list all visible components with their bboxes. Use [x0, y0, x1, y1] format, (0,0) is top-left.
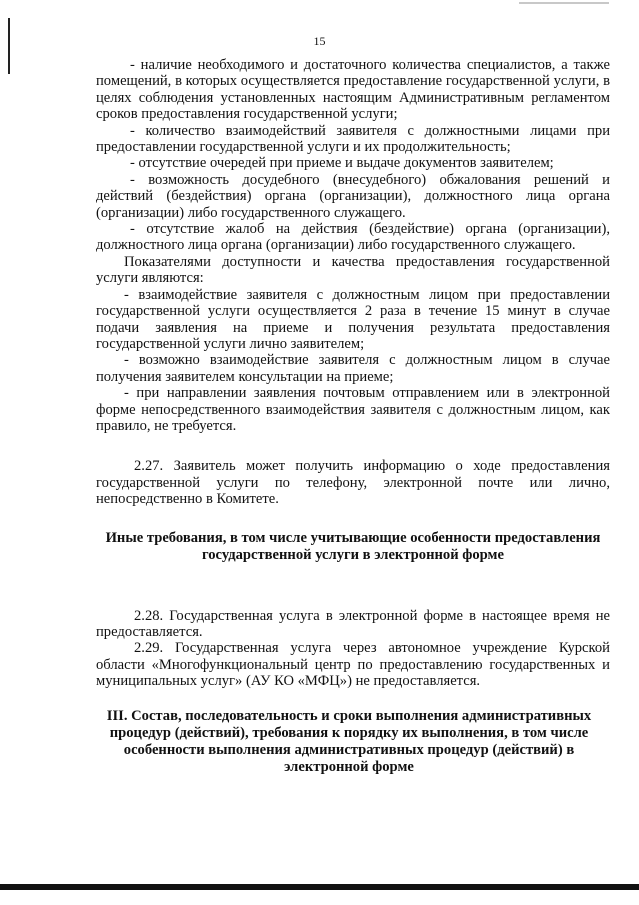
paragraph-interaction-twice: - взаимодействие заявителя с должностным лицом при предоставлении государственной услуги осуществляется 2 раза в течение 15 минут в случае подачи заявления на приеме и получения результата предоставления государственной услуги лично заявителем; [96, 286, 610, 352]
paragraph-appeal-possibility: - возможность досудебного (внесудебного) обжалования решений и действий (бездействия) органа (организации), должностного лица органа (организации) либо государственного служащего. [96, 171, 610, 221]
paragraph-postal-electronic: - при направлении заявления почтовым отправлением или в электронной форме непосредственного взаимодействия заявителя с должностным лицом, как правило, не требуется. [96, 385, 610, 434]
scan-bottom-bar [0, 884, 639, 890]
heading-other-requirements: Иные требования, в том числе учитывающие особенности предоставления государственной услуги в электронной форме [105, 529, 601, 563]
paragraph-specialists: - наличие необходимого и достаточного количества специалистов, а также помещений, в которых осуществляется предоставление государственной услуги, в целях соблюдения установленных настоящим Административным регламентом сроков предоставления государственной услуги; [96, 57, 610, 123]
paragraph-interactions-count: - количество взаимодействий заявителя с должностными лицами при предоставлении государственной услуги и их продолжительность; [96, 122, 610, 156]
scan-noise-mark [519, 2, 609, 4]
document-body [96, 57, 610, 776]
heading-section-3: III. Состав, последовательность и сроки выполнения административных процедур (действий), требования к порядку их выполнения, в том числе особенности выполнения административных процедур (действий) в электронной форме [106, 707, 592, 775]
paragraph-consultation: - возможно взаимодействие заявителя с должностным лицом в случае получения заявителем консультации на приеме; [96, 352, 610, 385]
paragraph-no-queues: - отсутствие очередей при приеме и выдаче документов заявителем; [130, 155, 554, 172]
item-2-29: 2.29. Государственная услуга через автономное учреждение Курской области «Многофункциональный центр по предоставлению государственных и муниципальных услуг» (АУ КО «МФЦ») не предоставляется. [96, 640, 610, 690]
page-number: 15 [313, 34, 326, 48]
item-2-27: 2.27. Заявитель может получить информацию о ходе предоставления государственной услуги по телефону, электронной почте или лично, непосредственно в Комитете. [96, 458, 610, 508]
item-2-28: 2.28. Государственная услуга в электронной форме в настоящее время не предоставляется. [96, 607, 610, 640]
paragraph-no-complaints: - отсутствие жалоб на действия (бездействие) органа (организации), должностного лица органа (организации) либо государственного служащего. [96, 221, 610, 254]
paragraph-indicators-intro: Показателями доступности и качества предоставления государственной услуги являются: [96, 253, 610, 287]
